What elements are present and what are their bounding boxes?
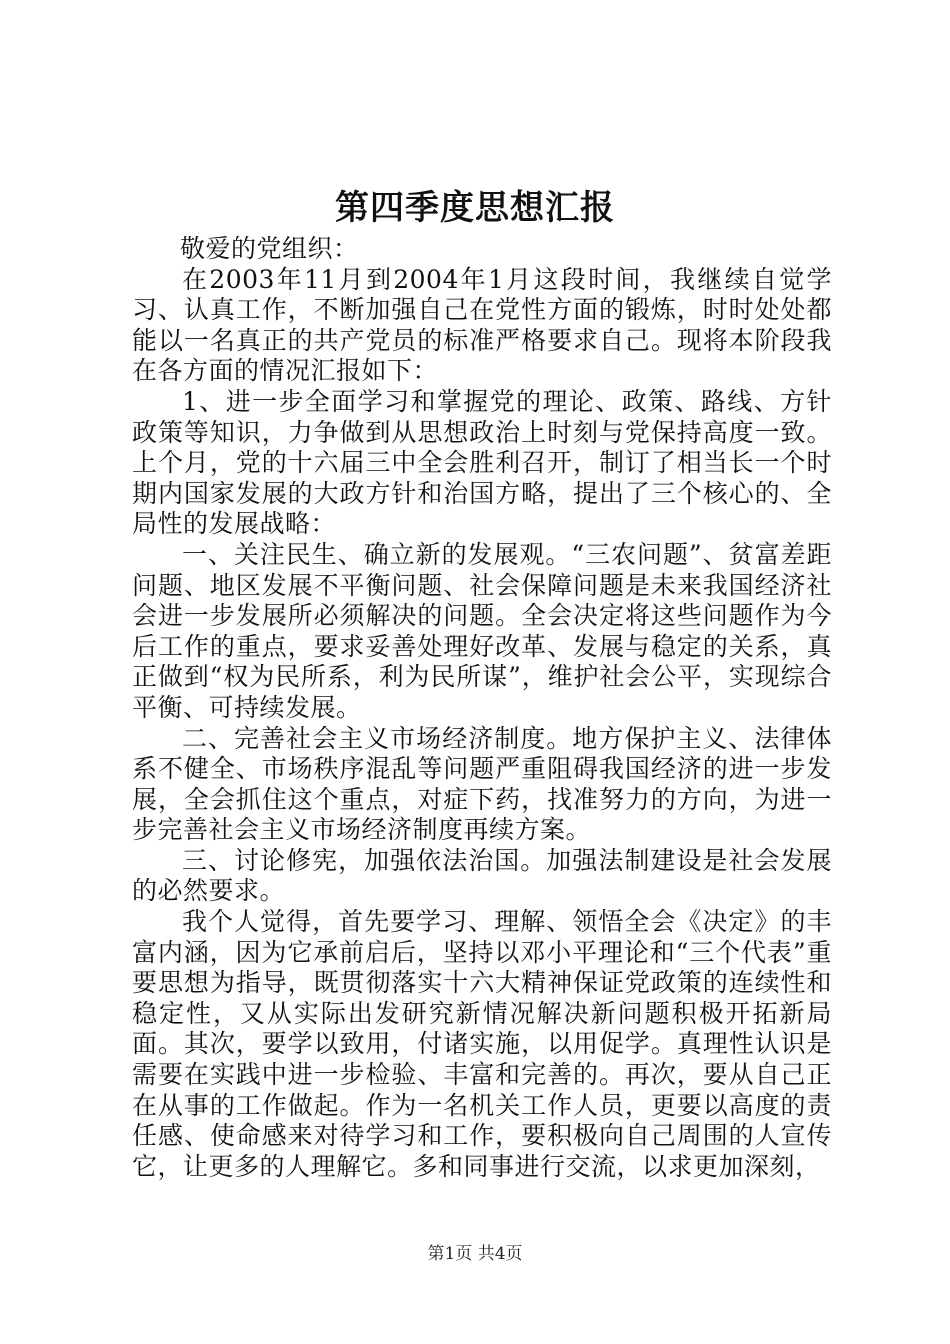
document-title: 第四季度思想汇报 bbox=[335, 188, 615, 228]
paragraph-point-three: 三、讨论修宪，加强依法治国。加强法制建设是社会发展的必然要求。 bbox=[132, 845, 832, 906]
salutation: 敬爱的党组织： bbox=[180, 234, 359, 263]
page-number-footer: 第1页 共4页 bbox=[427, 1244, 523, 1264]
paragraph-point-one: 一、关注民生、确立新的发展观。“三农问题”、贫富差距问题、地区发展不平衡问题、社会保障问题是未来我国经济社会进一步发展所必须解决的问题。全会决定将这些问题作为今后工作的重点，要求妥善处理好改革、发展与稳定的关系，真正做到“权为民所系，利为民所谋”，维护社会公平，实现综合平衡、可持续发展。 bbox=[132, 539, 832, 722]
document-body bbox=[132, 234, 832, 1182]
paragraph-study-theory: 1、进一步全面学习和掌握党的理论、政策、路线、方针政策等知识，力争做到从思想政治上时刻与党保持高度一致。上个月，党的十六届三中全会胜利召开，制订了相当长一个时期内国家发展的大政方针和治国方略，提出了三个核心的、全局性的发展战略： bbox=[132, 386, 832, 539]
paragraph-personal-view: 我个人觉得，首先要学习、理解、领悟全会《决定》的丰富内涵，因为它承前启后，坚持以邓小平理论和“三个代表”重要思想为指导，既贯彻落实十六大精神保证党政策的连续性和稳定性，又从实际出发研究新情况解决新问题积极开拓新局面。其次，要学以致用，付诸实施，以用促学。真理性认识是需要在实践中进一步检验、丰富和完善的。再次，要从自己正在从事的工作做起。作为一名机关工作人员，更要以高度的责任感、使命感来对待学习和工作，要积极向自己周围的人宣传它，让更多的人理解它。多和同事进行交流，以求更加深刻， bbox=[132, 907, 832, 1181]
paragraph-intro: 在2003年11月到2004年1月这段时间，我继续自觉学习、认真工作，不断加强自己在党性方面的锻炼，时时处处都能以一名真正的共产党员的标准严格要求自己。现将本阶段我在各方面的情况汇报如下： bbox=[132, 264, 832, 386]
paragraph-point-two: 二、完善社会主义市场经济制度。地方保护主义、法律体系不健全、市场秩序混乱等问题严重阻碍我国经济的进一步发展，全会抓住这个重点，对症下药，找准努力的方向，为进一步完善社会主义市场经济制度再续方案。 bbox=[132, 723, 832, 845]
